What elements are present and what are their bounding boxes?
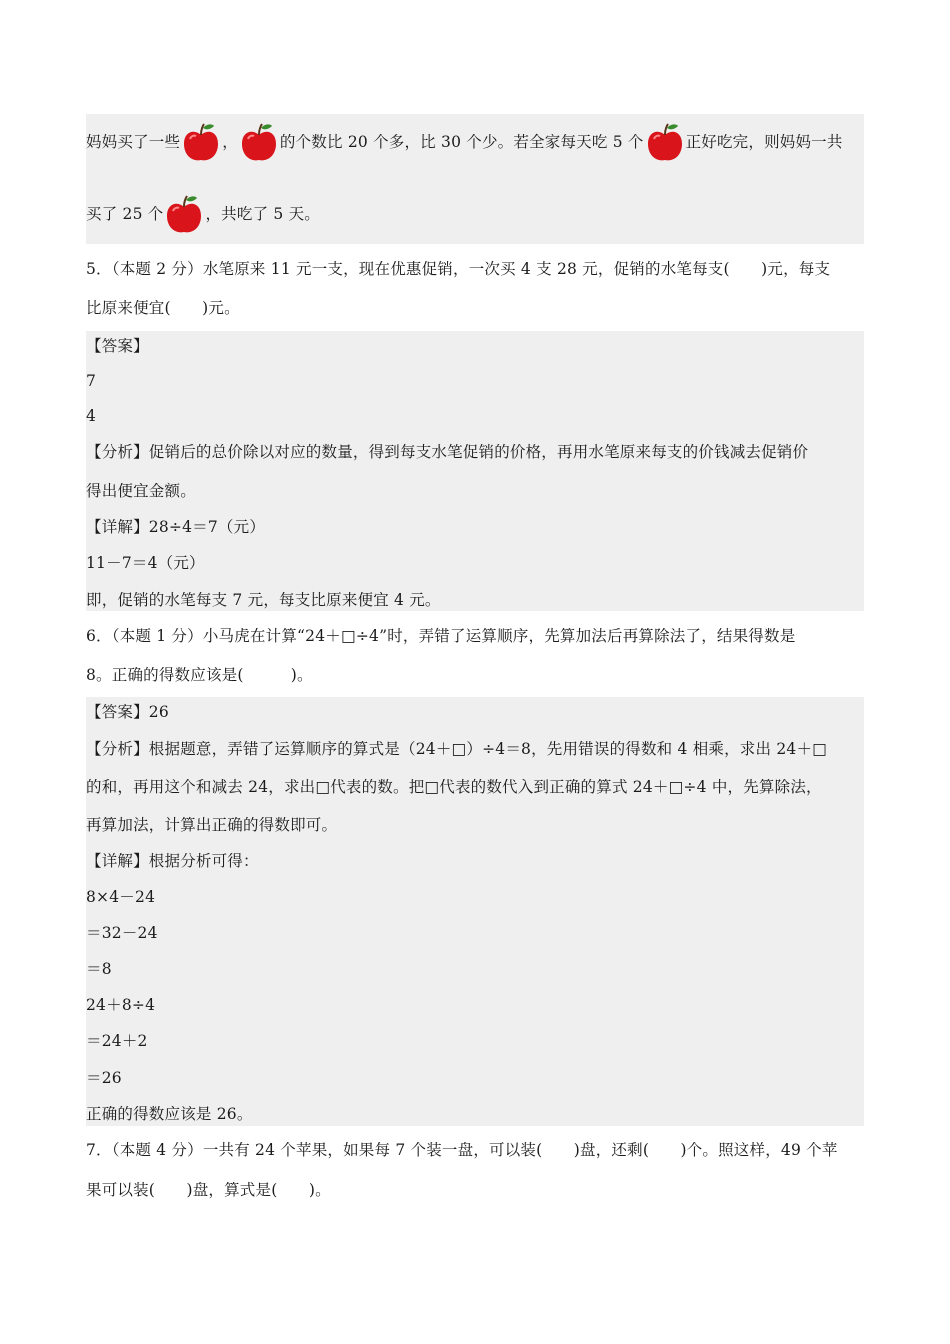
q5-question-line-1: 5．（本题 2 分）水笔原来 11 元一支，现在优惠促销，一次买 4 支 28 元，促销的水笔每支( )元，每支	[86, 260, 831, 278]
q7-question-line-1: 7．（本题 4 分）一共有 24 个苹果，如果每 7 个装一盘，可以装( )盘，还剩( )个。照这样，49 个苹	[86, 1141, 838, 1159]
q5-analysis-line-1: 【分析】促销后的总价除以对应的数量，得到每支水笔促销的价格，再用水笔原来每支的价钱减去促销价	[86, 443, 809, 461]
q6-conclusion: 正确的得数应该是 26。	[86, 1105, 253, 1123]
q4-analysis-line-1: 妈妈买了一些 ， 的个数比 20 个多，比 30 个少。若全家每天吃 5 个 正好吃完，则妈妈一共	[86, 120, 843, 163]
q5-analysis-line-2: 得出便宜金额。	[86, 482, 196, 500]
q5-question-line-2: 比原来便宜( )元。	[86, 299, 240, 317]
q6-calc-line-5: ＝24＋2	[86, 1032, 148, 1050]
q6-calc-line-3: ＝8	[86, 960, 112, 978]
q5-detail-line-2: 11－7＝4（元）	[86, 554, 205, 572]
q6-analysis-line-1: 【分析】根据题意，弄错了运算顺序的算式是（24＋□）÷4＝8，先用错误的得数和 4 相乘，求出 24＋□	[86, 740, 827, 758]
apple-icon	[164, 193, 204, 235]
apple-icon	[181, 121, 221, 163]
q5-answer-label: 【答案】	[86, 337, 149, 355]
apple-icon	[645, 121, 685, 163]
q5-detail-line-3: 即，促销的水笔每支 7 元，每支比原来便宜 4 元。	[86, 591, 441, 609]
q6-calc-line-6: ＝26	[86, 1069, 122, 1087]
q5-answer-2: 4	[86, 407, 97, 425]
q6-answer: 【答案】26	[86, 703, 169, 721]
q7-question-line-2: 果可以装( )盘，算式是( )。	[86, 1181, 331, 1199]
q6-question-line-1: 6．（本题 1 分）小马虎在计算“24＋□÷4”时，弄错了运算顺序，先算加法后再算除法了，结果得数是	[86, 627, 796, 645]
q6-calc-line-4: 24＋8÷4	[86, 996, 156, 1014]
q5-answer-1: 7	[86, 372, 97, 390]
q6-detail-label: 【详解】根据分析可得：	[86, 852, 259, 870]
apple-icon	[239, 121, 279, 163]
q6-analysis-line-3: 再算加法，计算出正确的得数即可。	[86, 816, 338, 834]
q6-question-line-2: 8。正确的得数应该是( )。	[86, 666, 313, 684]
q6-answer-block	[86, 697, 864, 1126]
q5-detail-line-1: 【详解】28÷4＝7（元）	[86, 518, 266, 536]
q4-analysis-line-2: 买了 25 个 ，共吃了 5 天。	[86, 192, 320, 235]
q6-calc-line-2: ＝32－24	[86, 924, 158, 942]
q6-analysis-line-2: 的和，再用这个和减去 24，求出□代表的数。把□代表的数代入到正确的算式 24＋□÷4 中，先算除法，	[86, 778, 822, 796]
q6-calc-line-1: 8×4－24	[86, 888, 156, 906]
